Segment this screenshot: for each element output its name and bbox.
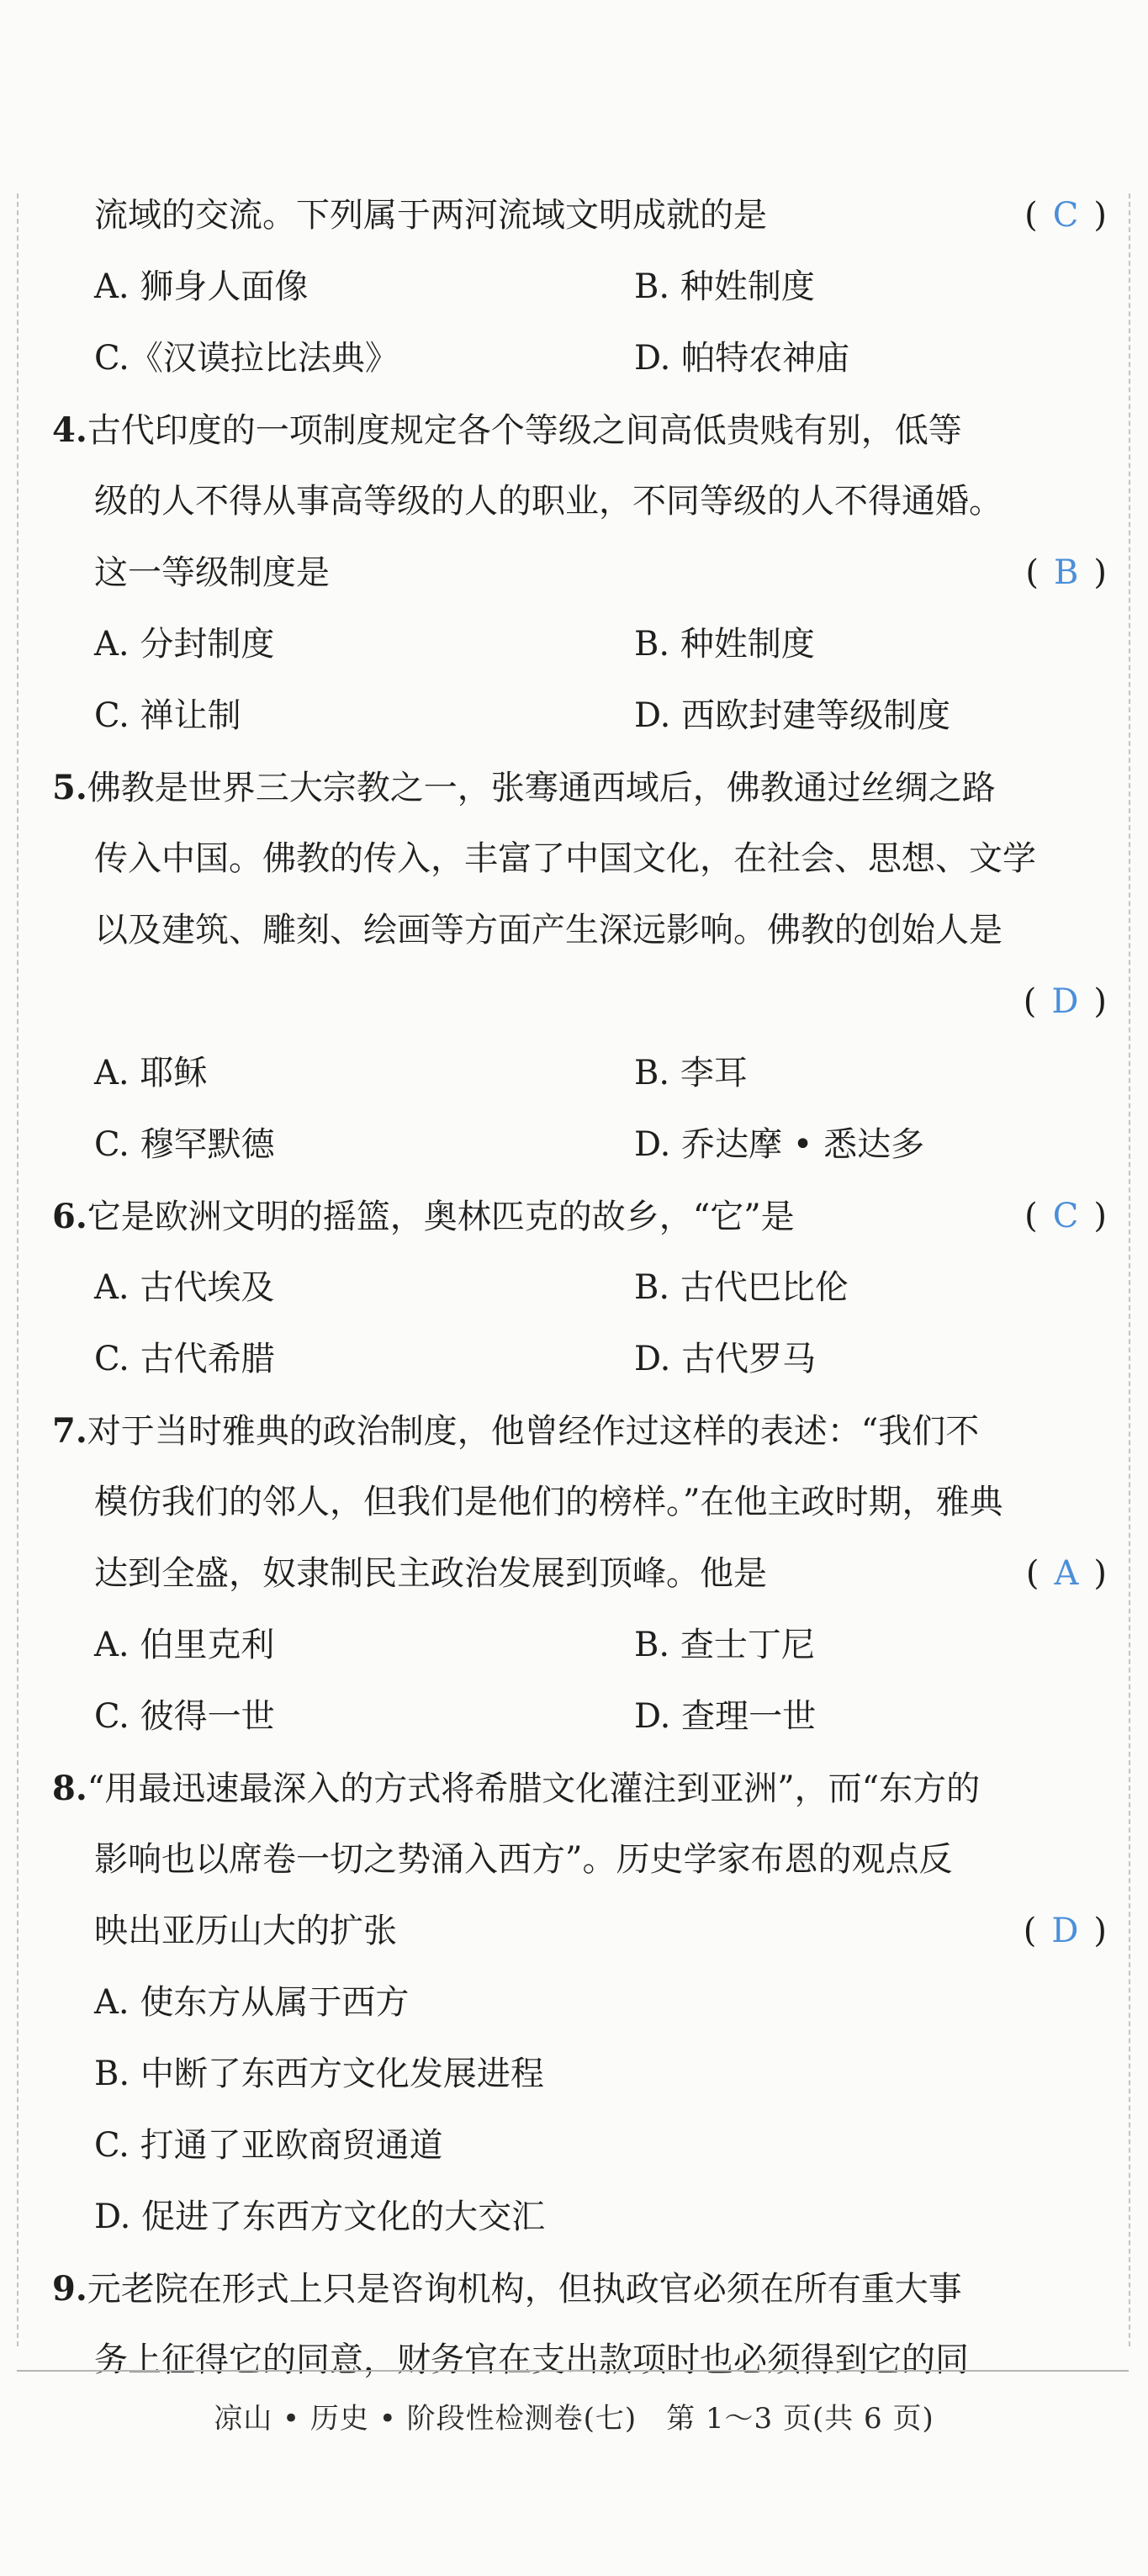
q9-stem-line-2	[52, 2325, 1110, 2396]
q5-options-row-2	[52, 1109, 1110, 1181]
q4-options-row-2	[52, 680, 1110, 752]
q7-stem-text: 对于当时雅典的政治制度，他曾经作过这样的表述：“我们不	[87, 1412, 980, 1451]
q6-stem-text: 它是欧洲文明的摇篮，奥林匹克的故乡，“它”是	[87, 1198, 795, 1236]
q6-answer-letter: C	[1052, 1197, 1082, 1235]
q6-option-b: B. 古代巴比伦	[634, 1268, 849, 1307]
paren-open: (	[1023, 982, 1040, 1021]
q5-stem-text: 传入中国。佛教的传入，丰富了中国文化，在社会、思想、文学	[94, 839, 1036, 878]
q7-stem-text: 达到全盛，奴隶制民主政治发展到顶峰。他是	[94, 1554, 767, 1593]
q4-option-a: A. 分封制度	[94, 625, 275, 664]
q7-stem-text: 模仿我们的邻人，但我们是他们的榜样。”在他主政时期，雅典	[94, 1483, 1003, 1521]
q4-stem-line-3	[52, 537, 1110, 609]
q7-stem-line-2	[52, 1467, 1110, 1538]
q4-stem-text: 古代印度的一项制度规定各个等级之间高低贵贱有别，低等	[87, 411, 962, 450]
q8-stem-text: 映出亚历山大的扩张	[94, 1912, 397, 1950]
q3-option-a: A. 狮身人面像	[94, 267, 309, 306]
q5-answer-line	[52, 966, 1110, 1038]
q9-stem-text: 务上征得它的同意，财务官在支出款项时也必须得到它的同	[94, 2341, 969, 2379]
q4-option-d: D. 西欧封建等级制度	[634, 696, 951, 735]
q5-stem-text: 佛教是世界三大宗教之一，张骞通西域后，佛教通过丝绸之路	[87, 769, 996, 807]
q8-stem-line-1	[52, 1753, 1110, 1824]
paren-close: )	[1093, 196, 1110, 235]
q3-stem-line	[52, 180, 1110, 251]
paren-open: (	[1024, 1197, 1041, 1235]
q6-stem-line-1	[52, 1181, 1110, 1252]
q5-answer	[1024, 966, 1110, 1038]
q3-answer-letter: C	[1052, 196, 1082, 235]
q8-option-a: A. 使东方从属于西方	[94, 1983, 410, 2022]
left-margin-rule	[17, 193, 19, 2346]
page-footer: 凉山 • 历史 • 阶段性检测卷(七) 第 1～3 页(共 6 页)	[214, 2402, 934, 2436]
q4-stem-text: 这一等级制度是	[94, 553, 330, 592]
paren-close: )	[1093, 1197, 1110, 1235]
paren-close: )	[1093, 1912, 1110, 1950]
q6-options-row-2	[52, 1324, 1110, 1395]
paren-open: (	[1023, 1912, 1040, 1950]
q8-stem-text: 影响也以席卷一切之势涌入西方”。历史学家布恩的观点反	[94, 1840, 953, 1879]
right-margin-rule	[1129, 193, 1130, 2346]
q5-options-row-1	[52, 1038, 1110, 1109]
q4-stem-line-1	[52, 394, 1110, 466]
q3-options-row-2	[52, 323, 1110, 394]
q8-stem-line-2	[52, 1824, 1110, 1896]
paren-open: (	[1025, 553, 1042, 592]
q3-answer	[1024, 180, 1110, 251]
q5-option-b: B. 李耳	[634, 1054, 748, 1092]
q9-stem-text: 元老院在形式上只是咨询机构，但执政官必须在所有重大事	[87, 2270, 962, 2309]
q8-stem-line-3	[52, 1896, 1110, 1967]
footer-divider	[17, 2370, 1129, 2372]
q6-number: 6.	[52, 1197, 87, 1236]
q7-options-row-2	[52, 1681, 1110, 1753]
q8-option-b: B. 中断了东西方文化发展进程	[94, 2055, 544, 2093]
q4-answer	[1025, 537, 1110, 609]
q8-option-d: D. 促进了东西方文化的大交汇	[94, 2198, 546, 2236]
q5-stem-line-3	[52, 895, 1110, 966]
q4-option-c: C. 禅让制	[94, 696, 241, 735]
q4-stem-line-2	[52, 466, 1110, 537]
q7-stem-line-1	[52, 1395, 1110, 1467]
q7-option-c: C. 彼得一世	[94, 1697, 275, 1736]
paren-close: )	[1093, 1554, 1110, 1593]
q4-stem-text: 级的人不得从事高等级的人的职业，不同等级的人不得通婚。	[94, 482, 1003, 521]
paren-close: )	[1093, 982, 1110, 1021]
q4-number: 4.	[52, 410, 87, 450]
q7-option-d: D. 查理一世	[634, 1697, 817, 1736]
q7-stem-line-3	[52, 1538, 1110, 1610]
q5-stem-line-1	[52, 752, 1110, 823]
q3-option-c: C.《汉谟拉比法典》	[94, 339, 399, 378]
q3-option-b: B. 种姓制度	[634, 267, 815, 306]
q6-option-d: D. 古代罗马	[634, 1340, 817, 1378]
q4-answer-letter: B	[1053, 553, 1082, 592]
q6-option-c: C. 古代希腊	[94, 1340, 275, 1378]
q5-answer-letter: D	[1051, 982, 1082, 1021]
q3-options-row-1	[52, 251, 1110, 323]
q7-options-row-1	[52, 1610, 1110, 1681]
q4-options-row-1	[52, 609, 1110, 680]
q7-option-b: B. 查士丁尼	[634, 1626, 815, 1664]
q7-option-a: A. 伯里克利	[94, 1626, 275, 1664]
q7-answer	[1026, 1538, 1110, 1610]
q9-stem-line-1	[52, 2253, 1110, 2325]
q8-answer-letter: D	[1051, 1912, 1082, 1950]
q8-answer	[1024, 1896, 1110, 1967]
question-content	[52, 180, 1110, 2396]
q8-option-c: C. 打通了亚欧商贸通道	[94, 2126, 443, 2165]
q5-option-c: C. 穆罕默德	[94, 1125, 275, 1164]
q3-stem-text: 流域的交流。下列属于两河流域文明成就的是	[94, 196, 767, 235]
q7-answer-letter: A	[1054, 1554, 1082, 1593]
q5-option-d: D. 乔达摩 • 悉达多	[634, 1125, 925, 1164]
q4-option-b: B. 种姓制度	[634, 625, 815, 664]
q7-number: 7.	[52, 1411, 87, 1451]
q6-option-a: A. 古代埃及	[94, 1268, 275, 1307]
paren-open: (	[1024, 196, 1041, 235]
q3-option-d: D. 帕特农神庙	[634, 339, 850, 378]
paren-close: )	[1093, 553, 1110, 592]
q5-stem-line-2	[52, 823, 1110, 895]
q8-number: 8.	[52, 1769, 87, 1808]
q6-answer	[1024, 1181, 1110, 1252]
q5-number: 5.	[52, 768, 87, 807]
q5-option-a: A. 耶稣	[94, 1054, 208, 1092]
paren-open: (	[1025, 1554, 1043, 1593]
q6-options-row-1	[52, 1252, 1110, 1324]
q5-stem-text: 以及建筑、雕刻、绘画等方面产生深远影响。佛教的创始人是	[94, 911, 1003, 949]
q9-number: 9.	[52, 2269, 87, 2309]
q8-stem-text: “用最迅速最深入的方式将希腊文化灌注到亚洲”，而“东方的	[87, 1769, 981, 1808]
